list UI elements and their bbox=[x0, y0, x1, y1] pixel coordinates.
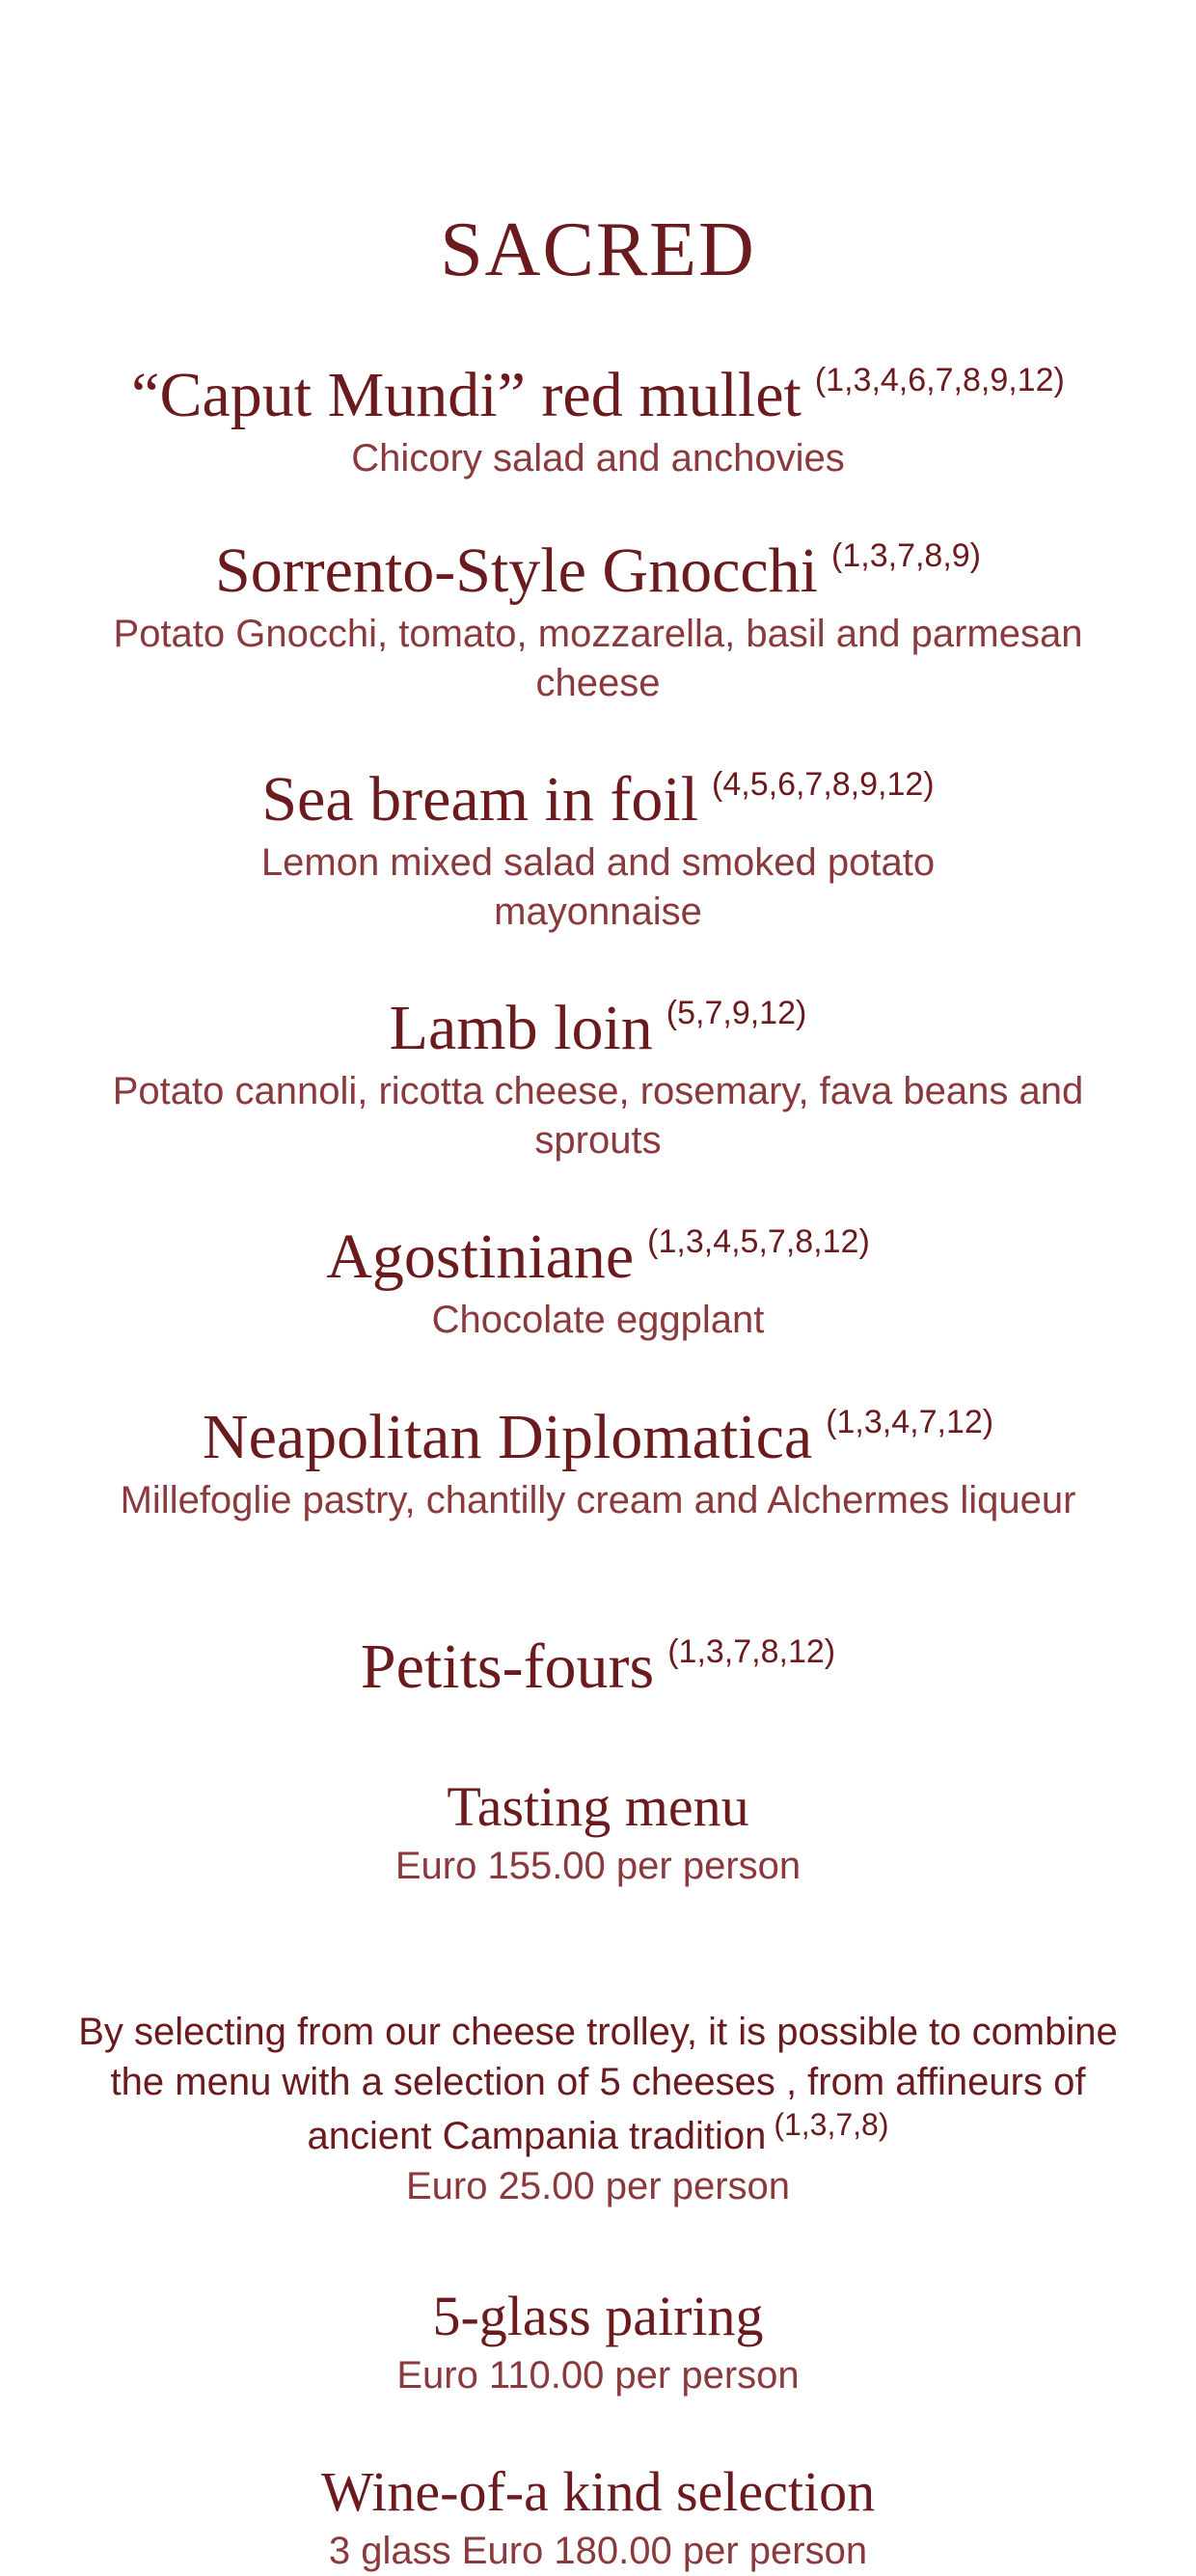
dish-name: Petits-fours bbox=[360, 1631, 655, 1702]
dish-heading bbox=[58, 990, 1138, 1067]
menu-title: SACRED bbox=[440, 207, 756, 292]
dish-allergens: (1,3,7,8,12) bbox=[667, 1633, 836, 1670]
wine-pairing bbox=[58, 2283, 1138, 2400]
dish-name: Sorrento-Style Gnocchi bbox=[214, 535, 819, 606]
tasting-menu bbox=[58, 1773, 1138, 1891]
cheese-text: By selecting from our cheese trolley, it is possible to combine the menu with a selection of 5 cheeses , from affineurs of ancient Campania tradition bbox=[78, 2011, 1118, 2157]
dish-allergens: (1,3,7,8,9) bbox=[831, 537, 982, 574]
dish-description: Millefoglie pastry, chantilly cream and Alchermes liqueur bbox=[120, 1479, 1076, 1521]
dish-allergens: (1,3,4,6,7,8,9,12) bbox=[814, 362, 1065, 398]
dish-allergens: (5,7,9,12) bbox=[666, 995, 807, 1031]
dish-allergens: (1,3,4,7,12) bbox=[826, 1404, 994, 1440]
dish-description: Potato Gnocchi, tomato, mozzarella, basil and parmesan cheese bbox=[113, 613, 1083, 704]
cheese-allergens: (1,3,7,8) bbox=[774, 2107, 889, 2142]
tasting-title: Tasting menu bbox=[447, 1775, 749, 1838]
dish-item bbox=[58, 1629, 1138, 1706]
pairing-title: 5-glass pairing bbox=[432, 2285, 764, 2347]
dish-heading bbox=[58, 357, 1138, 434]
dish-description: Potato cannoli, ricotta cheese, rosemary, fava beans and sprouts bbox=[112, 1070, 1084, 1162]
dish-allergens: (4,5,6,7,8,9,12) bbox=[712, 766, 935, 803]
dish-description: Lemon mixed salad and smoked potato mayonnaise bbox=[260, 841, 936, 933]
dish-description: Chocolate eggplant bbox=[431, 1299, 765, 1341]
tasting-price: Euro 155.00 per person bbox=[394, 1845, 802, 1887]
cheese-trolley bbox=[77, 2007, 1119, 2211]
dish-item bbox=[58, 1219, 1138, 1345]
wine-price: 3 glass Euro 180.00 per person bbox=[328, 2530, 868, 2572]
dish-name: Agostiniane bbox=[326, 1221, 635, 1292]
dish-heading bbox=[58, 761, 1138, 838]
dish-name: “Caput Mundi” red mullet bbox=[131, 360, 802, 430]
dish-item bbox=[58, 990, 1138, 1165]
wine-selection bbox=[58, 2458, 1138, 2576]
pairing-price: Euro 110.00 per person bbox=[396, 2354, 800, 2397]
dish-name: Sea bream in foil bbox=[261, 764, 699, 835]
cheese-price: Euro 25.00 per person bbox=[405, 2165, 791, 2207]
dish-heading bbox=[58, 1219, 1138, 1296]
dish-name: Neapolitan Diplomatica bbox=[202, 1402, 813, 1472]
dish-heading bbox=[58, 533, 1138, 610]
cheese-description bbox=[77, 2007, 1119, 2161]
dish-name: Lamb loin bbox=[389, 993, 653, 1063]
dish-heading bbox=[58, 1629, 1138, 1706]
wine-title: Wine-of-a kind selection bbox=[320, 2460, 876, 2523]
dish-item bbox=[58, 761, 1138, 937]
dish-item bbox=[58, 533, 1138, 708]
dish-allergens: (1,3,4,5,7,8,12) bbox=[647, 1223, 870, 1260]
dish-item bbox=[58, 1399, 1138, 1525]
dish-item bbox=[58, 357, 1138, 483]
dish-description: Chicory salad and anchovies bbox=[351, 437, 845, 480]
dish-heading bbox=[58, 1399, 1138, 1476]
